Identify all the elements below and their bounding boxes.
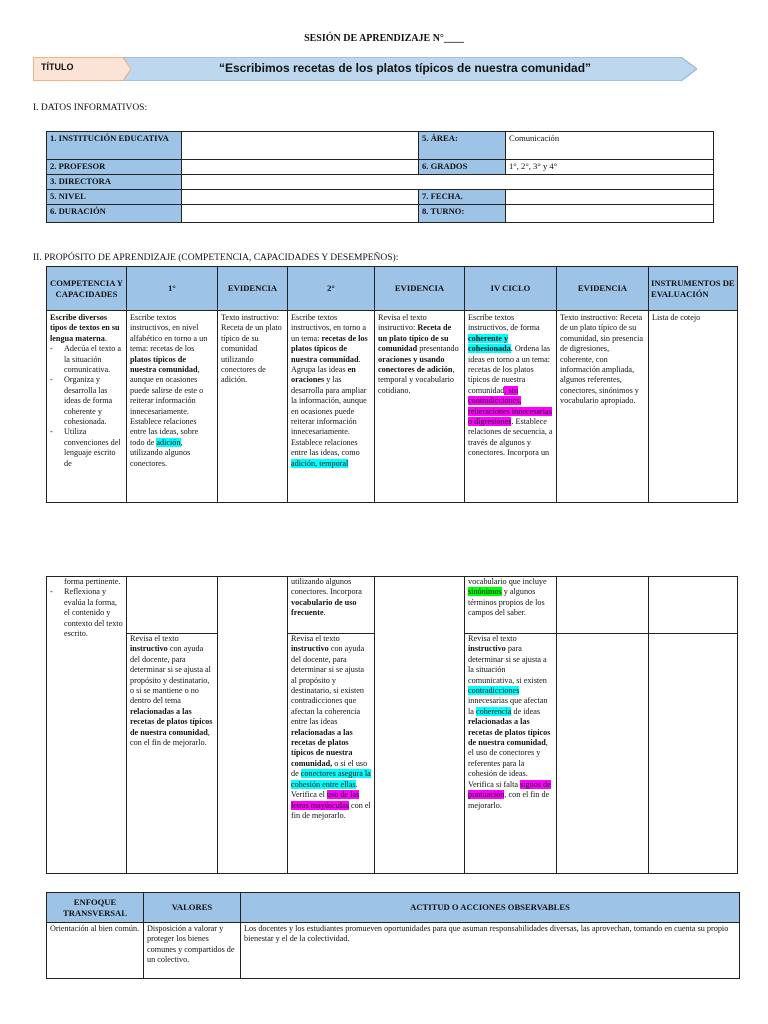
capacidad-cont: forma pertinente. (64, 577, 121, 586)
label-grados: 6. GRADOS (419, 160, 506, 175)
desempeno-grado-2 (288, 311, 375, 503)
value-profesor[interactable] (182, 160, 419, 175)
desempeno-grado-1-cont (127, 577, 218, 634)
capacidad-item: - Organiza y desarrolla las ideas de forma coherente y cohesionada. (50, 375, 123, 427)
header-grado-2: 2° (288, 267, 375, 311)
text-run: . Ordena las ideas en torno a un tema: recetas de los platos típicos de nuestra comunidad (468, 344, 551, 395)
text-bold: platos típicos de nuestra comunidad (130, 354, 198, 375)
text-run: presentando (419, 344, 459, 354)
title-banner (33, 57, 697, 81)
text-bold: instructivo (291, 644, 329, 654)
competencia-cell-cont (47, 577, 127, 874)
header-instrumentos: INSTRUMENTOS DE EVALUACIÓN (649, 267, 738, 311)
evidencia-grado-2-cont (375, 577, 465, 874)
revision-grado-2 (288, 634, 375, 874)
label-area: 5. ÁREA: (419, 132, 506, 160)
text-run: , utilizando algunos conectores. (130, 437, 191, 468)
text-run: , con el fin de mejorarlo. (468, 790, 550, 810)
text-bold: en oraciones (291, 365, 356, 385)
text-bold: instructivo (468, 644, 506, 654)
value-fecha[interactable] (506, 190, 714, 205)
header-evidencia-1: EVIDENCIA (218, 267, 288, 311)
highlight-puntuacion: signos de puntuación (468, 779, 551, 800)
text-run: . Agrupa las ideas (291, 354, 361, 375)
capacidad-item: - Reflexiona y evalúa la forma, el contenido y contexto del texto escrito. (50, 587, 123, 639)
evidencia-iv-ciclo: Texto instructivo: Receta de un plato típico de su comunidad, sin presencia de digresiones, coherente, con información ampliada, algunos referentes, conectores, sinónimos y vocabulario apropiado. (557, 311, 649, 503)
text-run: Revisa el texto (468, 634, 517, 643)
datos-informativos-table (46, 131, 714, 223)
text-run: . Establece relaciones de secuencia, a través de algunos y conectores. Incorpora un (468, 417, 553, 458)
text-run: innecesarias que afectan la (468, 696, 548, 716)
text-bold: relacionadas a las recetas de platos típicos de nuestra comunidad (130, 706, 213, 737)
instrumento-evaluacion-cont (649, 577, 738, 634)
text-run: vocabulario que incluye (468, 577, 547, 586)
text-bold: vocabulario de uso frecuente (291, 597, 357, 618)
text-bold: relacionadas a las recetas de platos típicos de nuestra comunidad, (291, 727, 353, 768)
text-run: , el uso de conectores y referentes para la cohesión de ideas. Verifica si falta (468, 738, 548, 789)
desempeno-iv-ciclo (465, 311, 557, 503)
text-run: Escribe textos instructivos, en nivel alfabético en torno a un tema: recetas de los (130, 313, 208, 354)
label-institucion: 1. INSTITUCIÓN EDUCATIVA (47, 132, 182, 160)
highlight-conectores: conectores asegura la cohesión entre ellas (291, 769, 371, 789)
highlight-contradicciones: , sin contradicciones, reiteraciones innecesarias o digresiones (468, 385, 552, 427)
highlight-adicion: adición (156, 437, 181, 447)
highlight-contradicciones-2: contradicciones (468, 686, 520, 696)
value-grados[interactable]: 1°, 2°, 3° y 4° (506, 160, 714, 175)
header-evidencia-2: EVIDENCIA (375, 267, 465, 311)
title-label: TÍTULO (41, 62, 74, 72)
text-run: de ideas (513, 706, 541, 716)
value-turno[interactable] (506, 205, 714, 223)
enfoque-transversal-table (46, 892, 740, 979)
highlight-mayusculas: uso de las letras mayúsculas (291, 790, 360, 810)
competencia-cell (47, 311, 127, 503)
text-run: y algunos términos propios de los campos del saber. (468, 587, 545, 618)
text-bold: oraciones y usando conectores de adición (378, 354, 453, 375)
text-bold: recetas de los platos típicos de nuestra comunidad (291, 333, 368, 364)
highlight-coherencia: coherencia (475, 706, 512, 716)
revision-grado-1 (127, 634, 218, 874)
text-run: con ayuda del docente, para determinar si se ajusta al propósito y destinatario, si existen contradicciones que afectan la coherencia entre las ideas (291, 644, 365, 727)
capacidades-list-cont (50, 587, 123, 639)
instrumento-evaluacion: Lista de cotejo (649, 311, 738, 503)
value-directora[interactable] (182, 175, 714, 190)
instrumento-evaluacion-cont-2 (649, 634, 738, 874)
label-directora: 3. DIRECTORA (47, 175, 182, 190)
text-run: , aunque en ocasiones puede salirse de este o reiterar información innecesariamente. Establece relaciones entre las ideas, sobre todo de (130, 365, 204, 447)
evidencia-iv-ciclo-cont (557, 577, 649, 634)
valores-value: Disposición a valorar y proteger los bienes comunes y compartidos de un colectivo. (144, 923, 241, 979)
text-run: Escribe textos instructivos, de forma (468, 313, 540, 333)
header-evidencia-3: EVIDENCIA (557, 267, 649, 311)
highlight-sinonimos: sinónimos (468, 587, 502, 597)
text-run: . Verifica el (291, 779, 358, 800)
capacidad-item: - Adecúa el texto a la situación comunicativa. (50, 344, 123, 375)
value-institucion[interactable] (182, 132, 419, 160)
label-nivel: 5. NIVEL (47, 190, 182, 205)
highlight-coherente: coherente y cohesionada (468, 333, 511, 354)
header-valores: VALORES (144, 893, 241, 923)
text-run: o si el uso de (291, 758, 368, 779)
evidencia-iv-ciclo-cont-2 (557, 634, 649, 874)
highlight-adicion-temporal: adición, temporal (291, 458, 349, 468)
competencia-period: . (104, 333, 107, 343)
enfoque-value: Orientación al bien común. (47, 923, 144, 979)
text-bold: instructivo (130, 644, 168, 654)
header-actitud: ACTITUD O ACCIONES OBSERVABLES (241, 893, 740, 923)
header-enfoque: ENFOQUE TRANSVERSAL (47, 893, 144, 923)
label-profesor: 2. PROFESOR (47, 160, 182, 175)
proposito-table-continuation (46, 576, 738, 874)
text-run: y las desarrolla para ampliar la información, aunque en ocasiones puede reiterar información innecesariamente. Establece relaciones entre las ideas, como (291, 375, 367, 458)
section-datos-informativos: I. DATOS INFORMATIVOS: (33, 103, 148, 113)
label-duracion: 6. DURACIÓN (47, 205, 182, 223)
text-run: Revisa el texto (291, 634, 340, 643)
revision-iv-ciclo (465, 634, 557, 874)
competencia-title: Escribe diversos tipos de textos en su lengua materna (50, 313, 120, 343)
text-run: Revisa el texto instructivo: (378, 313, 427, 333)
label-fecha: 7. FECHA. (419, 190, 506, 205)
text-run: con el fin de mejorarlo. (291, 800, 371, 820)
text-bold: Receta de un plato típico de su comunidad (378, 323, 452, 354)
actitud-value: Los docentes y los estudiantes promueven oportunidades para que asuman responsabilidades diversas, las aprovechan, tomando en cuenta su propio bienestar y el de la colectividad. (241, 923, 740, 979)
text-bold: relacionadas a las recetas de platos típicos de nuestra comunidad (468, 717, 551, 748)
desempeno-grado-1 (127, 311, 218, 503)
text-run: Escribe textos instructivos, en torno a un tema: (291, 313, 367, 343)
session-title: SESIÓN DE APRENDIZAJE N°____ (304, 33, 464, 44)
label-turno: 8. TURNO: (419, 205, 506, 223)
text-run: con ayuda del docente, para determinar si se ajusta al propósito y destinatario, o si se mantiene o no dentro del tema (130, 644, 211, 706)
desempeno-iv-ciclo-cont (465, 577, 557, 634)
text-run: , temporal y vocabulario cotidiano. (378, 365, 455, 395)
header-grado-1: 1° (127, 267, 218, 311)
text-run: para determinar si se ajusta a la situación comunicativa, si existen (468, 644, 547, 685)
text-run: . (323, 608, 326, 618)
text-run: utilizando algunos conectores. Incorpora (291, 577, 362, 597)
evidencia-grado-1: Texto instructivo: Receta de un plato típico de su comunidad utilizando conectores de adición. (218, 311, 288, 503)
text-run: , con el fin de mejorarlo. (130, 727, 210, 748)
header-iv-ciclo: IV CICLO (465, 267, 557, 311)
evidencia-grado-1-cont (218, 577, 288, 874)
capacidad-item: - Utiliza convenciones del lenguaje escrito de (50, 427, 123, 469)
value-nivel[interactable] (182, 190, 419, 205)
capacidades-list (50, 344, 123, 469)
desempeno-grado-2-cont (288, 577, 375, 634)
value-duracion[interactable] (182, 205, 419, 223)
header-competencia: COMPETENCIA Y CAPACIDADES (47, 267, 127, 311)
title-text: “Escribimos recetas de los platos típicos de nuestra comunidad” (218, 61, 592, 75)
value-area[interactable]: Comunicación (506, 132, 714, 160)
proposito-table (46, 266, 738, 503)
text-run: Revisa el texto (130, 634, 179, 643)
section-proposito: II. PROPÓSITO DE APRENDIZAJE (COMPETENCIA, CAPACIDADES Y DESEMPEÑOS): (33, 253, 399, 263)
evidencia-grado-2 (375, 311, 465, 503)
